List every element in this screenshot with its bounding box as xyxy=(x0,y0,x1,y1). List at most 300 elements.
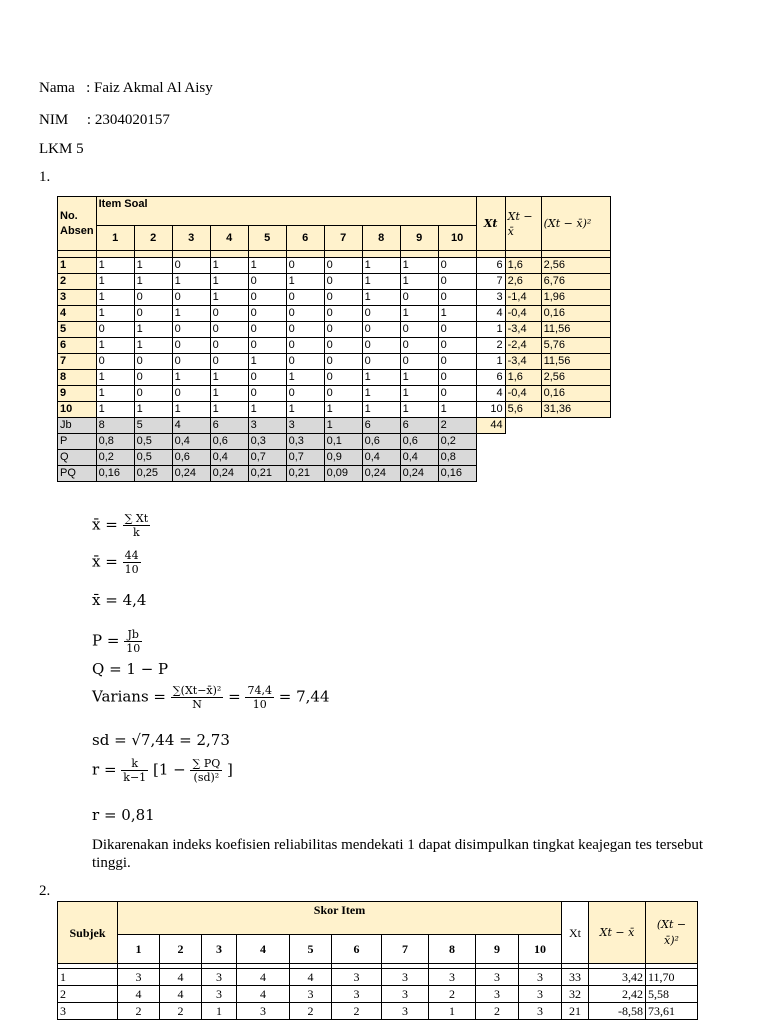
nim-label: NIM xyxy=(39,112,69,128)
row-no: 9 xyxy=(58,386,97,402)
q-value: 0,7 xyxy=(286,450,324,466)
q-label: Q xyxy=(58,450,97,466)
nim-value: : 2304020157 xyxy=(86,112,170,128)
item-score: 4 xyxy=(237,969,290,986)
item-score: 1 xyxy=(96,338,134,354)
r-fraction-2 xyxy=(190,757,222,784)
q-value: 0,8 xyxy=(438,450,476,466)
row-squared: 6,76 xyxy=(541,274,610,290)
pq-value: 0,16 xyxy=(438,466,476,482)
item-score: 1 xyxy=(400,386,438,402)
nim-line xyxy=(39,112,170,129)
jb-value: 3 xyxy=(286,418,324,434)
r-bracket: [1 − xyxy=(152,760,186,779)
header-item-4: 4 xyxy=(210,226,248,251)
q-value: 0,6 xyxy=(172,450,210,466)
table-cell xyxy=(96,251,134,258)
row-no: 7 xyxy=(58,354,97,370)
item-score: 0 xyxy=(286,322,324,338)
table-cell xyxy=(324,251,362,258)
q-formula: Q = 1 − P xyxy=(92,660,169,678)
item-score: 0 xyxy=(438,370,476,386)
pq-label: PQ xyxy=(58,466,97,482)
item-score: 0 xyxy=(324,370,362,386)
p-value: 0,3 xyxy=(248,434,286,450)
item-score: 0 xyxy=(134,290,172,306)
row-deviation: 5,6 xyxy=(505,402,541,418)
row-deviation: 1,6 xyxy=(505,370,541,386)
item-score: 1 xyxy=(172,306,210,322)
item-score: 0 xyxy=(210,338,248,354)
item-score: 4 xyxy=(160,986,202,1003)
item-score: 0 xyxy=(248,338,286,354)
item-score: 0 xyxy=(324,338,362,354)
table-row xyxy=(58,306,611,322)
jb-label: Jb xyxy=(58,418,97,434)
header-item-7: 7 xyxy=(382,935,429,964)
item-score: 0 xyxy=(248,290,286,306)
item-score: 0 xyxy=(286,306,324,322)
table-cell xyxy=(438,251,476,258)
item-score: 1 xyxy=(134,274,172,290)
item-score: 0 xyxy=(248,322,286,338)
item-score: 2 xyxy=(160,1003,202,1020)
item-score: 1 xyxy=(172,274,210,290)
item-score: 3 xyxy=(519,986,562,1003)
item-score: 0 xyxy=(324,290,362,306)
table-cell xyxy=(541,251,610,258)
variance-numerator: ∑(Xt−x̄)² xyxy=(172,684,222,697)
table-cell xyxy=(400,251,438,258)
item-score: 1 xyxy=(172,402,210,418)
item-score: 1 xyxy=(96,370,134,386)
item-score: 1 xyxy=(286,274,324,290)
item-score: 1 xyxy=(429,1003,476,1020)
p-value: 0,5 xyxy=(134,434,172,450)
p-value: 0,3 xyxy=(286,434,324,450)
row-no: 4 xyxy=(58,306,97,322)
r-numerator: k xyxy=(121,757,148,771)
r-fraction xyxy=(121,757,148,784)
conclusion-text-2: tinggi. xyxy=(92,855,131,871)
header-item-2: 2 xyxy=(160,935,202,964)
row-xt: 6 xyxy=(476,258,505,274)
p-value: 0,6 xyxy=(210,434,248,450)
item-score: 1 xyxy=(362,370,400,386)
header-row xyxy=(58,197,611,226)
jb-value: 3 xyxy=(248,418,286,434)
row-no: 6 xyxy=(58,338,97,354)
item-score: 1 xyxy=(400,306,438,322)
item-score: 0 xyxy=(324,306,362,322)
variance-eq: = xyxy=(228,687,241,706)
p-value: 0,8 xyxy=(96,434,134,450)
row-deviation: -0,4 xyxy=(505,306,541,322)
row-no: 10 xyxy=(58,402,97,418)
q-value: 0,5 xyxy=(134,450,172,466)
item-score: 1 xyxy=(96,306,134,322)
header-item-8: 8 xyxy=(362,226,400,251)
item-analysis-table xyxy=(57,196,611,482)
row-squared: 2,56 xyxy=(541,258,610,274)
row-subjek: 3 xyxy=(58,1003,118,1020)
header-item-2: 2 xyxy=(134,226,172,251)
header-item-9: 9 xyxy=(476,935,519,964)
item-score: 1 xyxy=(134,258,172,274)
header-squared: (Xt − x̄)² xyxy=(541,197,610,251)
header-item-10: 10 xyxy=(519,935,562,964)
q-value: 0,4 xyxy=(400,450,438,466)
row-xt: 7 xyxy=(476,274,505,290)
item-score: 0 xyxy=(438,386,476,402)
p-row xyxy=(58,434,611,450)
pq-value: 0,24 xyxy=(362,466,400,482)
table-cell xyxy=(134,251,172,258)
table-cell xyxy=(362,251,400,258)
item-score: 0 xyxy=(134,370,172,386)
header-deviation: Xt − x̄ xyxy=(505,197,541,251)
jb-value: 6 xyxy=(210,418,248,434)
row-xt: 1 xyxy=(476,322,505,338)
item-score: 1 xyxy=(172,370,210,386)
item-score: 3 xyxy=(519,969,562,986)
table-row xyxy=(58,386,611,402)
header-item-6: 6 xyxy=(332,935,382,964)
item-score: 1 xyxy=(202,1003,237,1020)
mean-fraction-2 xyxy=(123,549,141,576)
item-score: 3 xyxy=(332,969,382,986)
jb-total: 44 xyxy=(476,418,505,434)
item-score: 3 xyxy=(429,969,476,986)
item-score: 1 xyxy=(248,354,286,370)
r-lhs: r = xyxy=(92,760,117,779)
variance-result: = 7,44 xyxy=(278,687,330,706)
table-row xyxy=(58,402,611,418)
item-score: 2 xyxy=(290,1003,332,1020)
mean-formula xyxy=(92,512,150,539)
table-row xyxy=(58,1003,698,1020)
header-subjek: Subjek xyxy=(58,902,118,964)
row-xt: 6 xyxy=(476,370,505,386)
row-xt: 32 xyxy=(562,986,589,1003)
row-squared: 2,56 xyxy=(541,370,610,386)
item-score: 0 xyxy=(134,354,172,370)
header-item-8: 8 xyxy=(429,935,476,964)
q-value: 0,7 xyxy=(248,450,286,466)
item-score: 1 xyxy=(438,402,476,418)
row-xt: 1 xyxy=(476,354,505,370)
header-item-6: 6 xyxy=(286,226,324,251)
table-row xyxy=(58,370,611,386)
item-score: 4 xyxy=(160,969,202,986)
item-score: 0 xyxy=(362,354,400,370)
item-score: 0 xyxy=(134,386,172,402)
item-score: 0 xyxy=(400,322,438,338)
row-deviation: -3,4 xyxy=(505,322,541,338)
question-2-number: 2. xyxy=(39,883,51,899)
row-deviation: -2,4 xyxy=(505,338,541,354)
item-score: 0 xyxy=(286,386,324,402)
item-score: 2 xyxy=(476,1003,519,1020)
item-score: 3 xyxy=(290,986,332,1003)
item-score: 1 xyxy=(210,370,248,386)
pq-value: 0,24 xyxy=(172,466,210,482)
row-xt: 33 xyxy=(562,969,589,986)
variance-denominator: N xyxy=(192,698,202,711)
item-score: 1 xyxy=(134,402,172,418)
q-row xyxy=(58,450,611,466)
item-score: 0 xyxy=(286,258,324,274)
item-score: 0 xyxy=(324,322,362,338)
item-score: 1 xyxy=(286,402,324,418)
jb-value: 4 xyxy=(172,418,210,434)
item-score: 1 xyxy=(324,402,362,418)
pq-row xyxy=(58,466,611,482)
sd-formula: sd = √7,44 = 2,73 xyxy=(92,731,230,749)
r-numerator-2: ∑ PQ xyxy=(192,757,221,770)
row-squared: 11,56 xyxy=(541,322,610,338)
pq-value: 0,25 xyxy=(134,466,172,482)
row-no: 3 xyxy=(58,290,97,306)
row-xt: 3 xyxy=(476,290,505,306)
jb-value: 2 xyxy=(438,418,476,434)
item-score: 1 xyxy=(96,402,134,418)
row-xt: 4 xyxy=(476,306,505,322)
item-score: 1 xyxy=(210,386,248,402)
row-xt: 21 xyxy=(562,1003,589,1020)
score-table xyxy=(57,901,698,1020)
jb-value: 8 xyxy=(96,418,134,434)
item-score: 0 xyxy=(324,386,362,402)
item-score: 1 xyxy=(362,402,400,418)
item-score: 1 xyxy=(362,258,400,274)
mean-symbol: x̄ = xyxy=(92,515,118,534)
p-label: P xyxy=(58,434,97,450)
table-cell xyxy=(58,251,97,258)
p-lhs: P = xyxy=(92,631,120,650)
variance-formula xyxy=(92,684,330,711)
row-squared: 11,70 xyxy=(646,969,698,986)
p-fraction xyxy=(124,628,142,655)
item-score: 0 xyxy=(324,354,362,370)
header-item-soal: Item Soal xyxy=(96,197,476,226)
item-score: 1 xyxy=(400,274,438,290)
mean-symbol-2: x̄ = xyxy=(92,552,118,571)
table-row xyxy=(58,274,611,290)
item-score: 0 xyxy=(172,290,210,306)
item-score: 1 xyxy=(134,338,172,354)
mean-fraction xyxy=(123,512,151,539)
reliability-formula xyxy=(92,757,233,784)
item-score: 4 xyxy=(237,986,290,1003)
item-score: 0 xyxy=(400,354,438,370)
item-score: 1 xyxy=(400,402,438,418)
item-score: 1 xyxy=(210,258,248,274)
item-score: 0 xyxy=(248,306,286,322)
table-row xyxy=(58,258,611,274)
header-squared: (Xt − x̄)² xyxy=(646,902,698,964)
q-value: 0,4 xyxy=(362,450,400,466)
header-skor-item: Skor Item xyxy=(118,902,562,935)
table-cell xyxy=(476,251,505,258)
row-squared: 11,56 xyxy=(541,354,610,370)
table-row xyxy=(58,290,611,306)
header-no-absen: No. Absen xyxy=(58,197,97,251)
item-score: 3 xyxy=(382,986,429,1003)
item-score: 0 xyxy=(248,274,286,290)
row-deviation: 2,42 xyxy=(589,986,646,1003)
p-value: 0,2 xyxy=(438,434,476,450)
p-value: 0,1 xyxy=(324,434,362,450)
row-no: 8 xyxy=(58,370,97,386)
variance-numerator-2: 74,4 xyxy=(247,684,272,697)
item-score: 3 xyxy=(118,969,160,986)
pq-value: 0,21 xyxy=(248,466,286,482)
item-score: 0 xyxy=(210,354,248,370)
item-score: 3 xyxy=(332,986,382,1003)
row-squared: 1,96 xyxy=(541,290,610,306)
item-score: 1 xyxy=(96,274,134,290)
item-score: 1 xyxy=(400,258,438,274)
item-score: 3 xyxy=(382,969,429,986)
table-cell xyxy=(286,251,324,258)
pq-value: 0,09 xyxy=(324,466,362,482)
item-score: 1 xyxy=(210,290,248,306)
item-score: 1 xyxy=(210,274,248,290)
row-deviation: -0,4 xyxy=(505,386,541,402)
jb-row xyxy=(58,418,611,434)
r-denominator-2: (sd)² xyxy=(193,771,220,784)
table-row xyxy=(58,986,698,1003)
item-score: 1 xyxy=(96,258,134,274)
item-score: 0 xyxy=(400,338,438,354)
row-squared: 0,16 xyxy=(541,306,610,322)
item-score: 0 xyxy=(96,354,134,370)
row-deviation: -3,4 xyxy=(505,354,541,370)
q-value: 0,2 xyxy=(96,450,134,466)
table-row xyxy=(58,354,611,370)
p-numerator: Jb xyxy=(124,628,142,642)
row-xt: 4 xyxy=(476,386,505,402)
mean-substitution xyxy=(92,549,141,576)
header-item-10: 10 xyxy=(438,226,476,251)
header-item-4: 4 xyxy=(237,935,290,964)
row-squared: 5,58 xyxy=(646,986,698,1003)
item-score: 1 xyxy=(134,322,172,338)
p-formula xyxy=(92,628,142,655)
item-score: 0 xyxy=(286,338,324,354)
row-no: 5 xyxy=(58,322,97,338)
row-subjek: 2 xyxy=(58,986,118,1003)
item-score: 0 xyxy=(400,290,438,306)
item-score: 3 xyxy=(202,969,237,986)
r-bracket-end: ] xyxy=(227,760,233,779)
item-score: 0 xyxy=(248,386,286,402)
item-score: 0 xyxy=(172,354,210,370)
header-xt: Xt xyxy=(476,197,505,251)
item-score: 0 xyxy=(438,322,476,338)
pq-value: 0,24 xyxy=(400,466,438,482)
row-squared: 73,61 xyxy=(646,1003,698,1020)
header-row xyxy=(58,902,698,935)
table-cell xyxy=(210,251,248,258)
item-score: 1 xyxy=(362,386,400,402)
name-value: : Faiz Akmal Al Aisy xyxy=(86,80,213,96)
item-score: 0 xyxy=(172,322,210,338)
conclusion-text: Dikarenakan indeks koefisien reliabilitas mendekati 1 dapat disimpulkan tingkat keajegan tes tersebut xyxy=(92,837,704,853)
item-score: 2 xyxy=(118,1003,160,1020)
header-item-9: 9 xyxy=(400,226,438,251)
item-score: 3 xyxy=(237,1003,290,1020)
item-score: 1 xyxy=(286,370,324,386)
item-score: 0 xyxy=(324,258,362,274)
item-score: 3 xyxy=(382,1003,429,1020)
reliability-result: r = 0,81 xyxy=(92,806,155,824)
q-value: 0,4 xyxy=(210,450,248,466)
row-deviation: -8,58 xyxy=(589,1003,646,1020)
header-item-3: 3 xyxy=(172,226,210,251)
item-score: 2 xyxy=(332,1003,382,1020)
mean-numerator: ∑ Xt xyxy=(124,512,149,525)
item-score: 0 xyxy=(438,274,476,290)
variance-fraction-2 xyxy=(245,684,274,711)
item-score: 0 xyxy=(210,322,248,338)
header-deviation: Xt − x̄ xyxy=(589,902,646,964)
item-score: 3 xyxy=(476,969,519,986)
item-score: 1 xyxy=(96,386,134,402)
item-score: 4 xyxy=(290,969,332,986)
variance-lhs: Varians = xyxy=(92,687,167,706)
item-score: 2 xyxy=(429,986,476,1003)
item-score: 1 xyxy=(248,258,286,274)
name-line xyxy=(39,80,213,97)
item-score: 1 xyxy=(96,290,134,306)
table-cell xyxy=(172,251,210,258)
row-deviation: -1,4 xyxy=(505,290,541,306)
item-score: 0 xyxy=(362,322,400,338)
item-score: 3 xyxy=(519,1003,562,1020)
p-value: 0,6 xyxy=(400,434,438,450)
item-score: 3 xyxy=(476,986,519,1003)
header-item-7: 7 xyxy=(324,226,362,251)
header-item-3: 3 xyxy=(202,935,237,964)
row-deviation: 1,6 xyxy=(505,258,541,274)
item-score: 0 xyxy=(248,370,286,386)
item-score: 0 xyxy=(324,274,362,290)
r-denominator: k−1 xyxy=(123,771,147,784)
item-score: 3 xyxy=(202,986,237,1003)
row-squared: 5,76 xyxy=(541,338,610,354)
row-squared: 31,36 xyxy=(541,402,610,418)
item-score: 0 xyxy=(172,386,210,402)
jb-value: 5 xyxy=(134,418,172,434)
item-score: 4 xyxy=(118,986,160,1003)
item-score: 0 xyxy=(172,338,210,354)
item-score: 0 xyxy=(438,290,476,306)
row-no: 2 xyxy=(58,274,97,290)
header-xt: Xt xyxy=(562,902,589,964)
pq-value: 0,24 xyxy=(210,466,248,482)
p-value: 0,4 xyxy=(172,434,210,450)
item-score: 1 xyxy=(210,402,248,418)
item-score: 0 xyxy=(286,354,324,370)
table-cell xyxy=(248,251,286,258)
table-row xyxy=(58,338,611,354)
header-item-1: 1 xyxy=(96,226,134,251)
table-row xyxy=(58,969,698,986)
item-score: 0 xyxy=(438,258,476,274)
row-no: 1 xyxy=(58,258,97,274)
